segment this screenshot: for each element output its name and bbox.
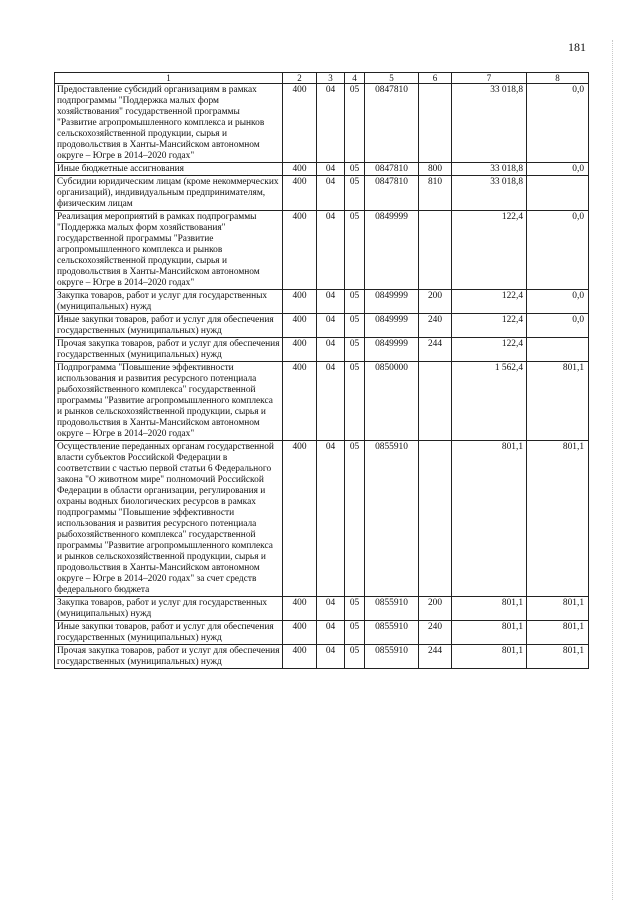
cell-section: 04: [317, 362, 345, 441]
cell-expense-type: 244: [419, 338, 452, 362]
cell-target-article: 0855910: [365, 621, 419, 645]
cell-name: Иные закупки товаров, работ и услуг для обеспечения государственных (муниципальных) нужд: [55, 314, 283, 338]
cell-ministry-code: 400: [283, 84, 317, 163]
cell-amount-federal: 0,0: [527, 314, 589, 338]
budget-table-container: [54, 72, 589, 669]
table-row: [55, 314, 589, 338]
cell-amount-federal: 0,0: [527, 290, 589, 314]
cell-ministry-code: 400: [283, 362, 317, 441]
cell-expense-type: 800: [419, 163, 452, 176]
cell-name: Реализация мероприятий в рамках подпрограммы "Поддержка малых форм хозяйствования" государственной программы "Развитие агропромышленного комплекса и рынков сельскохозяйственной продукции, сырья и продовольствия в Ханты-Мансийском автономном округе – Югре в 2014–2020 годах": [55, 211, 283, 290]
cell-target-article: 0847810: [365, 176, 419, 211]
cell-subsection: 05: [345, 597, 365, 621]
cell-subsection: 05: [345, 338, 365, 362]
cell-ministry-code: 400: [283, 176, 317, 211]
column-header: 3: [317, 73, 345, 84]
cell-amount: 33 018,8: [452, 176, 527, 211]
cell-section: 04: [317, 621, 345, 645]
column-header: 5: [365, 73, 419, 84]
cell-section: 04: [317, 645, 345, 669]
cell-amount-federal: [527, 338, 589, 362]
cell-subsection: 05: [345, 163, 365, 176]
cell-target-article: 0855910: [365, 597, 419, 621]
cell-amount: 33 018,8: [452, 84, 527, 163]
cell-ministry-code: 400: [283, 211, 317, 290]
cell-ministry-code: 400: [283, 314, 317, 338]
table-row: [55, 645, 589, 669]
cell-target-article: 0849999: [365, 338, 419, 362]
cell-section: 04: [317, 290, 345, 314]
table-row: [55, 290, 589, 314]
cell-amount: 1 562,4: [452, 362, 527, 441]
cell-name: Закупка товаров, работ и услуг для государственных (муниципальных) нужд: [55, 290, 283, 314]
cell-expense-type: 240: [419, 621, 452, 645]
cell-name: Иные бюджетные ассигнования: [55, 163, 283, 176]
cell-amount-federal: [527, 176, 589, 211]
cell-expense-type: 200: [419, 597, 452, 621]
cell-subsection: 05: [345, 314, 365, 338]
cell-target-article: 0855910: [365, 441, 419, 597]
cell-amount-federal: 0,0: [527, 84, 589, 163]
cell-name: Подпрограмма "Повышение эффективности использования и развития ресурсного потенциала рыбохозяйственного комплекса" государственной программы "Развитие агропромышленного комплекса и рынков сельскохозяйственной продукции, сырья и продовольствия в Ханты-Мансийском автономном округе – Югре в 2014–2020 годах": [55, 362, 283, 441]
column-header: 4: [345, 73, 365, 84]
cell-subsection: 05: [345, 290, 365, 314]
cell-amount: 801,1: [452, 645, 527, 669]
cell-amount-federal: 801,1: [527, 362, 589, 441]
page-number: 181: [568, 40, 586, 54]
cell-ministry-code: 400: [283, 645, 317, 669]
cell-amount-federal: 801,1: [527, 621, 589, 645]
cell-expense-type: 810: [419, 176, 452, 211]
cell-name: Прочая закупка товаров, работ и услуг для обеспечения государственных (муниципальных) нужд: [55, 338, 283, 362]
cell-name: Иные закупки товаров, работ и услуг для обеспечения государственных (муниципальных) нужд: [55, 621, 283, 645]
cell-target-article: 0855910: [365, 645, 419, 669]
cell-subsection: 05: [345, 211, 365, 290]
cell-subsection: 05: [345, 84, 365, 163]
cell-amount-federal: 801,1: [527, 441, 589, 597]
cell-amount: 122,4: [452, 211, 527, 290]
cell-ministry-code: 400: [283, 338, 317, 362]
cell-amount: 122,4: [452, 338, 527, 362]
cell-target-article: 0849999: [365, 211, 419, 290]
cell-name: Субсидии юридическим лицам (кроме некоммерческих организаций), индивидуальным предпринимателям, физическим лицам: [55, 176, 283, 211]
cell-subsection: 05: [345, 645, 365, 669]
cell-target-article: 0850000: [365, 362, 419, 441]
cell-target-article: 0849999: [365, 314, 419, 338]
cell-amount-federal: 801,1: [527, 597, 589, 621]
cell-expense-type: [419, 211, 452, 290]
cell-ministry-code: 400: [283, 597, 317, 621]
cell-amount-federal: 0,0: [527, 211, 589, 290]
cell-target-article: 0847810: [365, 163, 419, 176]
cell-subsection: 05: [345, 176, 365, 211]
cell-expense-type: 240: [419, 314, 452, 338]
table-row: [55, 597, 589, 621]
table-body: [55, 84, 589, 669]
cell-ministry-code: 400: [283, 163, 317, 176]
cell-ministry-code: 400: [283, 441, 317, 597]
cell-ministry-code: 400: [283, 621, 317, 645]
cell-subsection: 05: [345, 441, 365, 597]
cell-subsection: 05: [345, 621, 365, 645]
cell-amount-federal: 0,0: [527, 163, 589, 176]
cell-section: 04: [317, 84, 345, 163]
column-header: 1: [55, 73, 283, 84]
cell-ministry-code: 400: [283, 290, 317, 314]
cell-name: Закупка товаров, работ и услуг для государственных (муниципальных) нужд: [55, 597, 283, 621]
cell-expense-type: [419, 362, 452, 441]
table-header-row: [55, 73, 589, 84]
cell-name: Прочая закупка товаров, работ и услуг для обеспечения государственных (муниципальных) нужд: [55, 645, 283, 669]
cell-amount: 122,4: [452, 314, 527, 338]
cell-amount-federal: 801,1: [527, 645, 589, 669]
cell-subsection: 05: [345, 362, 365, 441]
cell-section: 04: [317, 176, 345, 211]
cell-expense-type: [419, 84, 452, 163]
cell-name: Предоставление субсидий организациям в рамках подпрограммы "Поддержка малых форм хозяйствования" государственной программы "Развитие агропромышленного комплекса и рынков сельскохозяйственной продукции, сырья и продовольствия в Ханты-Мансийском автономном округе – Югре в 2014–2020 годах": [55, 84, 283, 163]
column-header: 2: [283, 73, 317, 84]
cell-amount: 801,1: [452, 621, 527, 645]
table-row: [55, 441, 589, 597]
cell-section: 04: [317, 314, 345, 338]
table-row: [55, 362, 589, 441]
cell-section: 04: [317, 597, 345, 621]
scan-edge-mark: [612, 40, 619, 900]
cell-amount: 801,1: [452, 597, 527, 621]
column-header: 7: [452, 73, 527, 84]
cell-expense-type: 244: [419, 645, 452, 669]
table-row: [55, 211, 589, 290]
cell-amount: 122,4: [452, 290, 527, 314]
column-header: 6: [419, 73, 452, 84]
table-row: [55, 84, 589, 163]
cell-expense-type: [419, 441, 452, 597]
cell-amount: 801,1: [452, 441, 527, 597]
table-row: [55, 163, 589, 176]
table-row: [55, 621, 589, 645]
column-header: 8: [527, 73, 589, 84]
table-row: [55, 338, 589, 362]
cell-section: 04: [317, 441, 345, 597]
cell-amount: 33 018,8: [452, 163, 527, 176]
cell-section: 04: [317, 338, 345, 362]
budget-table: [54, 72, 589, 669]
cell-target-article: 0849999: [365, 290, 419, 314]
cell-section: 04: [317, 211, 345, 290]
cell-expense-type: 200: [419, 290, 452, 314]
cell-target-article: 0847810: [365, 84, 419, 163]
table-row: [55, 176, 589, 211]
cell-section: 04: [317, 163, 345, 176]
cell-name: Осуществление переданных органам государственной власти субъектов Российской Федерации в соответствии с частью первой статьи 6 Федерального закона "О животном мире" полномочий Российской Федерации в области организации, регулирования и охраны водных биологических ресурсов в рамках подпрограммы "Повышение эффективности использования и развития ресурсного потенциала рыбохозяйственного комплекса" государственной программы "Развитие агропромышленного комплекса и рынков сельскохозяйственной продукции, сырья и продовольствия в Ханты-Мансийском автономном округе – Югре в 2014–2020 годах" за счет средств федерального бюджета: [55, 441, 283, 597]
